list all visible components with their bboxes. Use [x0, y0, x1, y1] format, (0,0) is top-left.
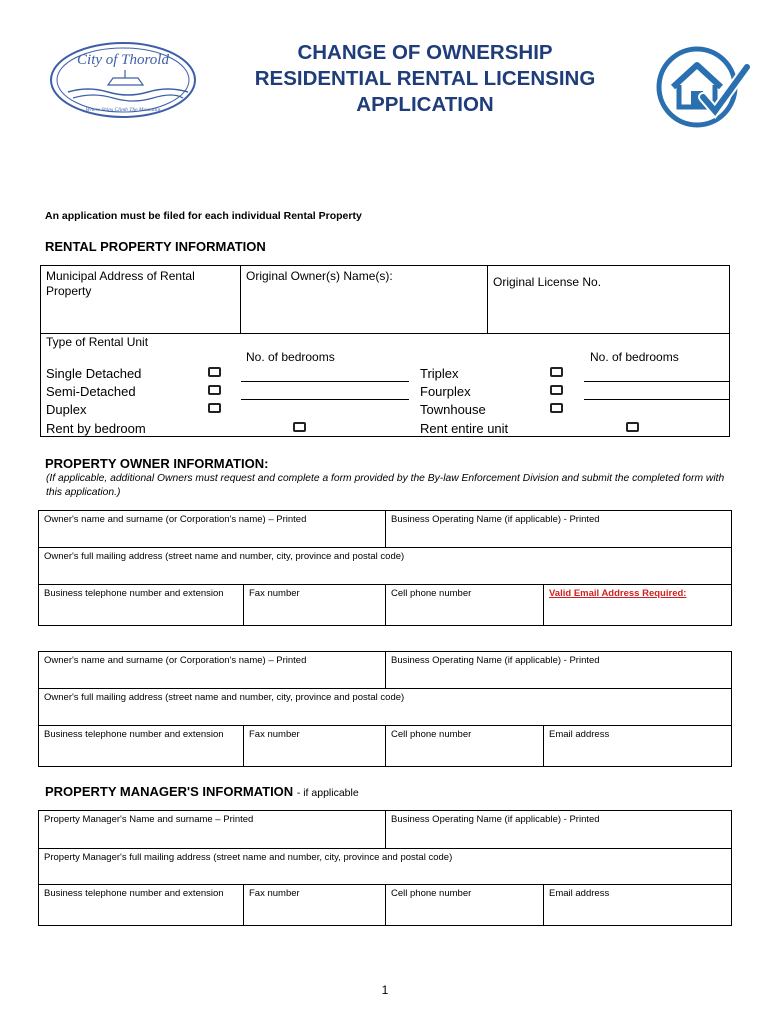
owner2-cell-label: Cell phone number — [391, 729, 472, 740]
fourplex-checkbox[interactable] — [550, 385, 563, 395]
title-line-2: RESIDENTIAL RENTAL LICENSING — [254, 67, 596, 90]
owner1-email-field[interactable] — [543, 584, 732, 626]
manager-heading — [45, 784, 359, 799]
owner1-name-field[interactable] — [38, 510, 386, 548]
manager-cell-label: Cell phone number — [391, 888, 472, 899]
owner2-phone-field[interactable] — [38, 725, 244, 767]
owner2-name-label: Owner's name and surname (or Corporation's name) – Printed — [44, 655, 307, 666]
semi-detached-checkbox[interactable] — [208, 385, 221, 395]
owner1-phone-field[interactable] — [38, 584, 244, 626]
owner1-business-label: Business Operating Name (if applicable) - Printed — [391, 514, 600, 525]
triplex-bedrooms-field[interactable] — [584, 381, 730, 382]
owner2-fax-field[interactable] — [243, 725, 386, 767]
owner2-phone-label: Business telephone number and extension — [44, 729, 224, 740]
owner1-business-field[interactable] — [385, 510, 732, 548]
rental-type-label: Type of Rental Unit — [46, 335, 149, 349]
original-owners-label: Original Owner(s) Name(s): — [246, 269, 393, 283]
manager-heading-tail: - if applicable — [296, 787, 359, 799]
unit-single-detached: Single Detached — [46, 366, 142, 381]
unit-rent-entire-unit: Rent entire unit — [420, 421, 509, 436]
owner1-cell-field[interactable] — [385, 584, 544, 626]
manager-phone-field[interactable] — [38, 884, 244, 926]
manager-heading-text: PROPERTY MANAGER'S INFORMATION — [45, 784, 294, 799]
unit-fourplex: Fourplex — [420, 384, 471, 399]
manager-email-label: Email address — [549, 888, 610, 899]
triplex-checkbox[interactable] — [550, 367, 563, 377]
unit-rent-by-bedroom: Rent by bedroom — [46, 421, 146, 436]
page-title — [200, 40, 650, 118]
title-line-1: CHANGE OF OWNERSHIP — [297, 41, 553, 64]
manager-phone-label: Business telephone number and extension — [44, 888, 224, 899]
city-logo — [48, 40, 198, 120]
unit-semi-detached: Semi-Detached — [46, 384, 136, 399]
rent-by-bedroom-checkbox[interactable] — [293, 422, 306, 432]
semi-detached-bedrooms-field[interactable] — [241, 399, 409, 400]
manager-name-field[interactable] — [38, 810, 386, 849]
owner-note: (If applicable, additional Owners must request and complete a form provided by the By-law Enforcement Division and submit the completed form with this application.) — [46, 473, 725, 498]
intro-text: An application must be filed for each individual Rental Property — [45, 210, 362, 222]
single-detached-checkbox[interactable] — [208, 367, 221, 377]
owner1-phone-label: Business telephone number and extension — [44, 588, 224, 599]
rent-entire-unit-checkbox[interactable] — [626, 422, 639, 432]
logo-tagline: Where Ships Climb The Mountain — [85, 107, 161, 113]
manager-name-label: Property Manager's Name and surname – Printed — [44, 814, 254, 825]
logo-wordmark: City of Thorold — [77, 52, 169, 68]
owner2-cell-field[interactable] — [385, 725, 544, 767]
manager-address-label: Property Manager's full mailing address (street name and number, city, province and postal code) — [44, 852, 453, 863]
manager-business-field[interactable] — [385, 810, 732, 849]
owner1-fax-label: Fax number — [249, 588, 300, 599]
manager-address-field[interactable] — [38, 848, 732, 885]
owner2-address-label: Owner's full mailing address (street name and number, city, province and postal code) — [44, 692, 405, 703]
owner1-fax-field[interactable] — [243, 584, 386, 626]
rental-heading: RENTAL PROPERTY INFORMATION — [45, 239, 266, 254]
bedrooms-label-left: No. of bedrooms — [246, 350, 335, 364]
owner2-name-field[interactable] — [38, 651, 386, 689]
owner1-cell-label: Cell phone number — [391, 588, 472, 599]
original-license-label: Original License No. — [493, 275, 602, 289]
owner2-fax-label: Fax number — [249, 729, 300, 740]
single-detached-bedrooms-field[interactable] — [241, 381, 409, 382]
unit-triplex: Triplex — [420, 366, 459, 381]
townhouse-checkbox[interactable] — [550, 403, 563, 413]
owner1-name-label: Owner's name and surname (or Corporation's name) – Printed — [44, 514, 307, 525]
fourplex-bedrooms-field[interactable] — [584, 399, 730, 400]
manager-cell-field[interactable] — [385, 884, 544, 926]
manager-fax-field[interactable] — [243, 884, 386, 926]
rental-address-label: Municipal Address of Rental Property — [46, 269, 195, 298]
owner1-email-required-label: Valid Email Address Required: — [549, 588, 687, 599]
owner2-business-field[interactable] — [385, 651, 732, 689]
owner2-business-label: Business Operating Name (if applicable) - Printed — [391, 655, 600, 666]
owner2-email-field[interactable] — [543, 725, 732, 767]
bedrooms-label-right: No. of bedrooms — [590, 350, 679, 364]
manager-email-field[interactable] — [543, 884, 732, 926]
unit-townhouse: Townhouse — [420, 402, 486, 417]
unit-duplex: Duplex — [46, 402, 87, 417]
owner-heading: PROPERTY OWNER INFORMATION: — [45, 456, 269, 471]
owner2-address-field[interactable] — [38, 688, 732, 726]
owner1-address-field[interactable] — [38, 547, 732, 585]
title-line-3: APPLICATION — [356, 93, 494, 116]
manager-business-label: Business Operating Name (if applicable) - Printed — [391, 814, 600, 825]
owner2-email-label: Email address — [549, 729, 610, 740]
page-number: 1 — [381, 983, 389, 997]
owner1-address-label: Owner's full mailing address (street name and number, city, province and postal code) — [44, 551, 405, 562]
house-check-icon — [655, 45, 750, 130]
duplex-checkbox[interactable] — [208, 403, 221, 413]
manager-fax-label: Fax number — [249, 888, 300, 899]
